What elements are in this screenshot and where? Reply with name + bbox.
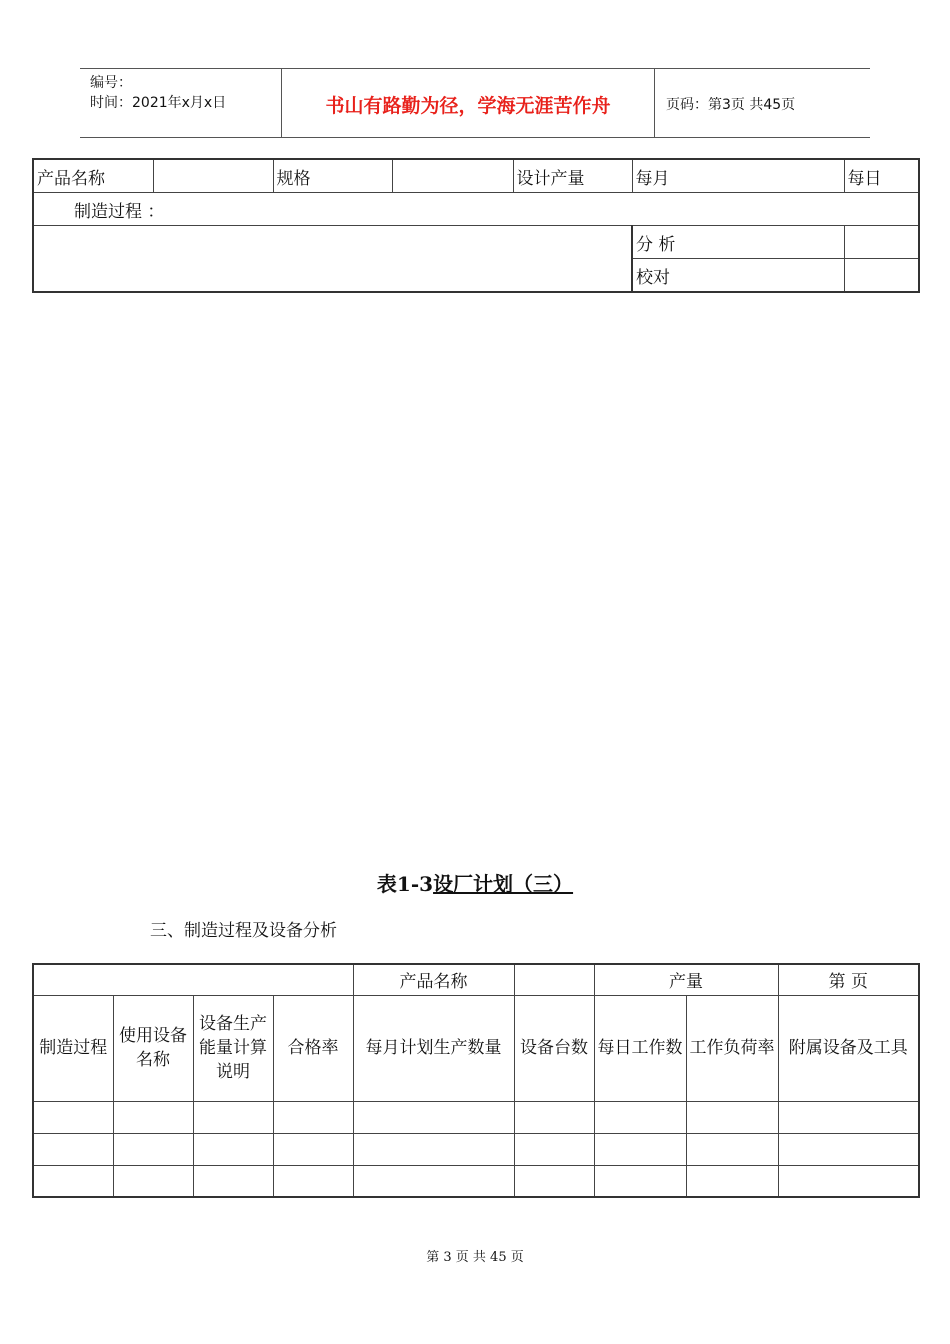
table-cell[interactable]	[778, 1165, 919, 1197]
table-cell[interactable]	[594, 1133, 686, 1165]
col-header: 使用设备名称	[113, 995, 193, 1101]
col-header: 每日工作数	[594, 995, 686, 1101]
table-cell[interactable]	[113, 1101, 193, 1133]
table-cell[interactable]	[594, 1101, 686, 1133]
spec-cell[interactable]	[392, 159, 513, 193]
table-cell[interactable]	[113, 1165, 193, 1197]
product-name-cell[interactable]	[153, 159, 273, 193]
header-divider	[654, 69, 655, 137]
product-name-label: 产品名称	[33, 159, 153, 193]
table-cell[interactable]	[686, 1101, 778, 1133]
table-cell[interactable]	[514, 1165, 594, 1197]
table-cell[interactable]	[514, 1133, 594, 1165]
col-header: 设备生产能量计算说明	[193, 995, 273, 1101]
table-cell[interactable]	[113, 1133, 193, 1165]
col-header: 工作负荷率	[686, 995, 778, 1101]
table-cell[interactable]	[193, 1101, 273, 1133]
table-cell[interactable]	[686, 1133, 778, 1165]
table-cell[interactable]	[353, 1101, 514, 1133]
product-name-value[interactable]	[514, 964, 594, 995]
table-cell[interactable]	[33, 1165, 113, 1197]
number-label: 编号：	[90, 75, 132, 91]
col-header: 每月计划生产数量	[353, 995, 514, 1101]
title-prefix: 表1-3	[376, 872, 434, 896]
process-label: 制造过程 ：	[33, 193, 919, 226]
table-row	[33, 1133, 919, 1165]
table-cell[interactable]	[778, 1133, 919, 1165]
analysis-cell[interactable]	[844, 226, 919, 259]
table-cell[interactable]	[514, 1101, 594, 1133]
daily-label: 每日	[844, 159, 919, 193]
col-header: 设备台数	[514, 995, 594, 1101]
table-cell[interactable]	[353, 1165, 514, 1197]
col-header: 制造过程	[33, 995, 113, 1101]
table-cell[interactable]	[273, 1133, 353, 1165]
monthly-label: 每月	[632, 159, 844, 193]
section-title	[0, 868, 950, 897]
table-cell[interactable]	[193, 1165, 273, 1197]
title-underlined: 设厂计划（三）	[433, 872, 574, 896]
output-header: 产量	[594, 964, 778, 995]
page-header	[80, 68, 870, 138]
proofread-cell[interactable]	[844, 259, 919, 293]
equipment-analysis-table	[32, 963, 920, 1198]
table-cell[interactable]	[273, 1165, 353, 1197]
spec-label: 规格	[273, 159, 392, 193]
col-header: 合格率	[273, 995, 353, 1101]
table-cell[interactable]	[686, 1165, 778, 1197]
section-subtitle: 三、制造过程及设备分析	[150, 921, 337, 941]
design-capacity-label: 设计产量	[513, 159, 632, 193]
blank-header-cell	[33, 964, 353, 995]
table-cell[interactable]	[273, 1101, 353, 1133]
table-cell[interactable]	[594, 1165, 686, 1197]
analysis-label: 分 析	[632, 226, 844, 259]
table-row	[33, 1165, 919, 1197]
header-meta	[90, 73, 226, 113]
page-header-cell: 第 页	[778, 964, 919, 995]
table-cell[interactable]	[33, 1101, 113, 1133]
table-cell[interactable]	[193, 1133, 273, 1165]
table-cell[interactable]	[33, 1133, 113, 1165]
time-label: 时间：2021年x月x日	[90, 95, 227, 111]
table-cell[interactable]	[353, 1133, 514, 1165]
product-name-header: 产品名称	[353, 964, 514, 995]
page-footer: 第 3 页 共 45 页	[426, 1250, 524, 1265]
header-page-label: 页码：第3页 共45页	[666, 97, 796, 113]
table-cell[interactable]	[778, 1101, 919, 1133]
col-header: 附属设备及工具	[778, 995, 919, 1101]
header-motto: 书山有路勤为径，学海无涯苦作舟	[325, 95, 611, 117]
product-process-table	[32, 158, 920, 293]
process-description-cell[interactable]	[33, 226, 632, 293]
table-row	[33, 1101, 919, 1133]
proofread-label: 校对	[632, 259, 844, 293]
